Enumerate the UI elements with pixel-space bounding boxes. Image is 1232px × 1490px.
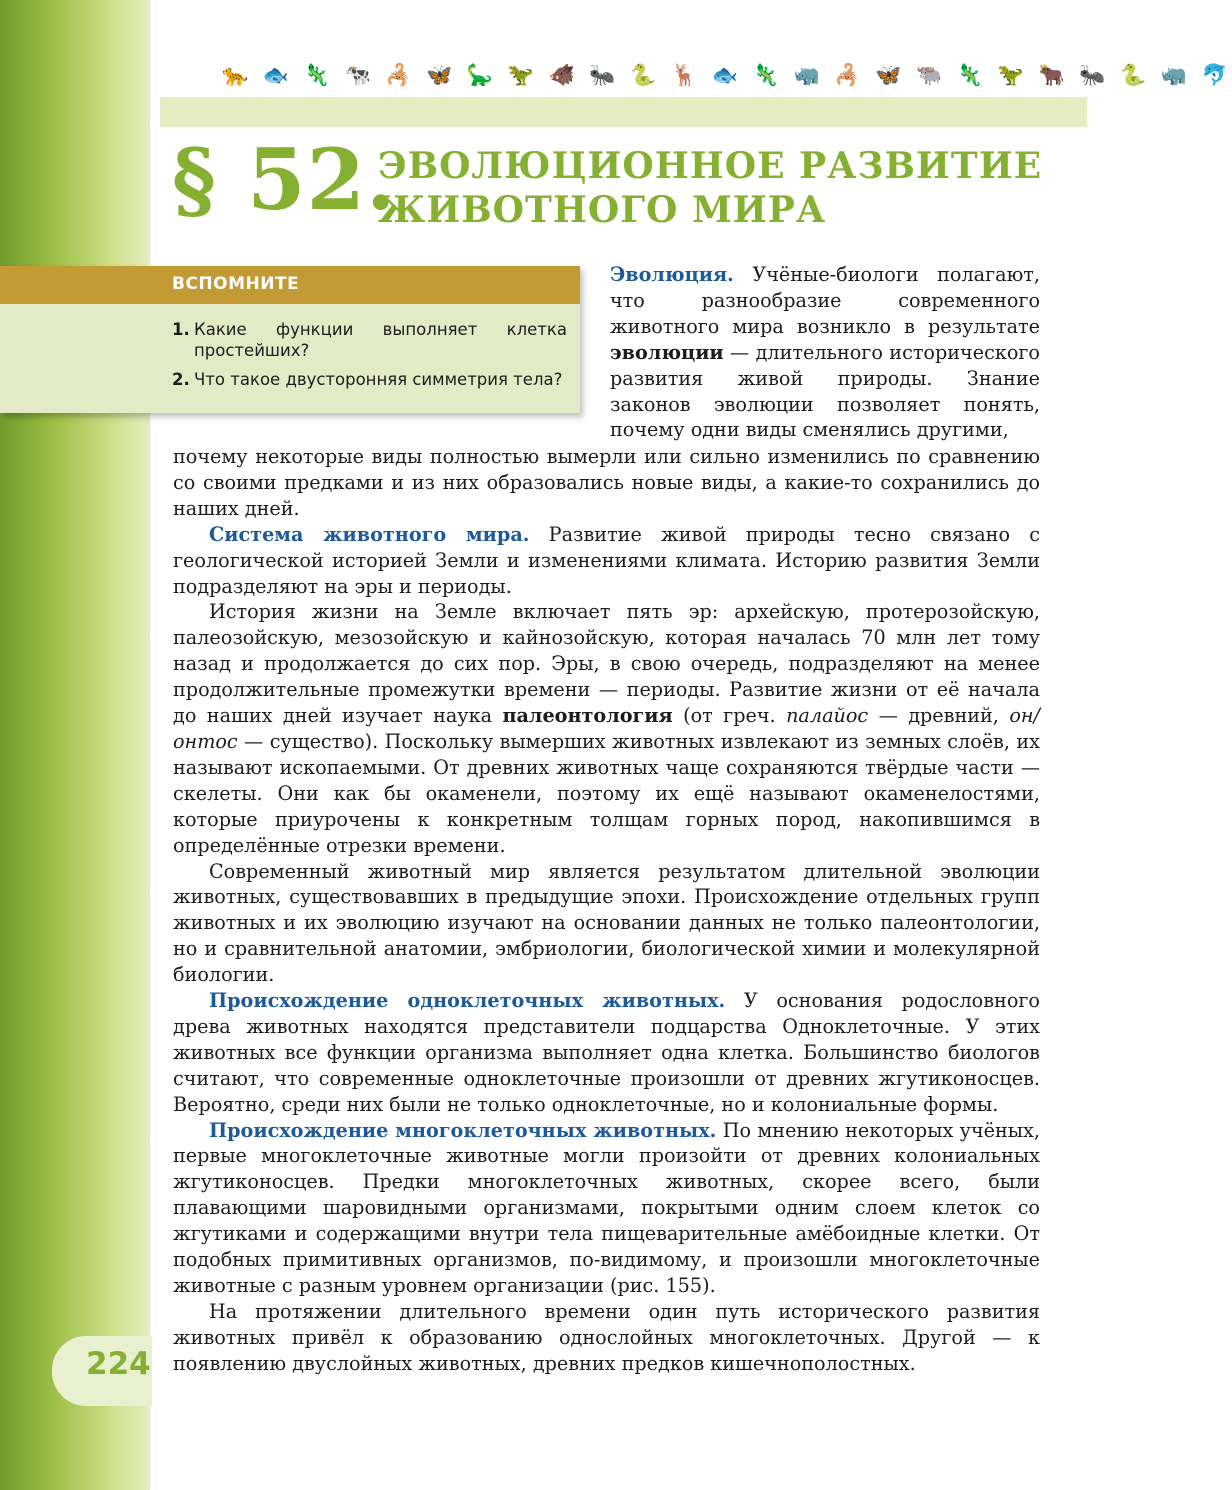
- paragraph-heading: Происхождение многоклеточных животных.: [209, 1118, 717, 1142]
- recall-questions: [172, 319, 567, 398]
- paragraph-heading: Система животного мира.: [209, 522, 530, 546]
- section-number: § 52.: [172, 130, 397, 229]
- recall-header: [0, 266, 580, 304]
- recall-question: [172, 369, 567, 390]
- paragraph-heading: Эволюция.: [610, 263, 734, 286]
- intro-column: [610, 262, 1040, 443]
- term-evolution: эволюции: [610, 340, 724, 364]
- recall-heading: ВСПОМНИТЕ: [172, 274, 300, 294]
- left-decorative-bar: [0, 0, 150, 1490]
- paragraph-multicellular: Происхождение многоклеточных животных. По мнению некоторых учёных, первые многоклеточные животные могли произойти от древних колониальных жгутиконосцев. Предки многоклеточных животных, скорее всего, были плавающими шаровидными организмами, покрытыми одним слоем клеток со жгутиками и содержащими внутри тела пищеварительные амёбоидные клетки. От подобных примитивных организмов, по-видимому, и произошли многоклеточные животные с разным уровнем организации (рис. 155).: [173, 1118, 1040, 1297]
- question-number: 1.: [172, 320, 190, 339]
- section-title: [172, 130, 1072, 238]
- paragraph-heading: Происхождение одноклеточных животных.: [209, 989, 726, 1013]
- section-heading-line1: ЭВОЛЮЦИОННОЕ РАЗВИТИЕ: [378, 145, 1043, 187]
- paragraph-system: Система животного мира. Развитие живой природы тесно связано с геологической историей Земли и изменениями климата. Историю развития Земли подразделяют на эры и периоды.: [173, 522, 1040, 598]
- question-text: Что такое двусторонняя симметрия тела?: [194, 370, 563, 389]
- title-band: [160, 97, 1087, 127]
- paragraph-unicellular: Происхождение одноклеточных животных. У основания родословного древа животных находятся представители подцарства Одноклеточные. У этих животных все функции организма выполняет одна клетка. Большинство биологов считают, что современные одноклеточные произошли от древних жгутиконосцев. Вероятно, среди них были не только одноклеточные, но и колониальные формы.: [173, 989, 1040, 1116]
- paragraph-evolution-paths: На протяжении длительного времени один путь исторического развития животных привёл к образованию однослойных многоклеточных. Другой — к появлению двуслойных животных, древних предков кишечнополостных.: [173, 1299, 1040, 1375]
- main-text: [173, 444, 1040, 1377]
- question-text: Какие функции выполняет клетка простейших?: [194, 320, 567, 360]
- section-heading-line2: ЖИВОТНОГО МИРА: [378, 189, 827, 231]
- paragraph-evolution: Эволюция. Учёные-биологи полагают, что разнообразие современного животного мира возникло в результате эволюции — длительного исторического развития живой природы. Знание законов эволюции позволяет понять, почему одни виды сменялись другими,: [610, 263, 1040, 442]
- term-paleontology: палеонтология: [502, 704, 673, 728]
- question-number: 2.: [172, 370, 190, 389]
- recall-box: [0, 266, 580, 413]
- section-heading: [378, 144, 1042, 232]
- recall-question: [172, 319, 567, 361]
- paragraph-history: История жизни на Земле включает пять эр: архейскую, протерозойскую, палеозойскую, мезозойскую и кайнозойскую, которая началась 70 млн лет тому назад и продолжается до сих пор. Эры, в свою очередь, подразделяют на менее продолжительные промежутки времени — периоды. Развитие жизни от её начала до наших дней изучает наука палеонтология (от греч. палайос — древний, он/онтос — существо). Поскольку вымерших животных извлекают из земных слоёв, их называют ископаемыми. От древних животных чаще сохраняются твёрдые части — скелеты. Они как бы окаменели, поэтому их ещё называют окаменелостями, которые приурочены к конкретным толщам горных пород, накопившимся в определённые отрезки времени.: [173, 600, 1040, 857]
- animal-silhouettes-strip: 🐆 🐟 🦎 🐄 🦂 🦋 🦕 🦖 🐗 🐜 🐍 🦌 🐟 🦎 🦏 🦂 🦋 🐃 🦎 🦖 🐂 🐜 🐍 🦏 🐬: [222, 63, 1232, 87]
- page-number: 224: [86, 1346, 151, 1382]
- paragraph-evolution-cont: почему некоторые виды полностью вымерли или сильно изменились по сравнению со своими предками и из них образовались новые виды, а какие-то сохранились до наших дней.: [173, 445, 1040, 520]
- paragraph-modern-world: Современный животный мир является результатом длительной эволюции животных, существовавших в предыдущие эпохи. Происхождение отдельных групп животных и их эволюцию изучают на основании данных не только палеонтологии, но и сравнительной анатомии, эмбриологии, биологической химии и молекулярной биологии.: [173, 859, 1040, 987]
